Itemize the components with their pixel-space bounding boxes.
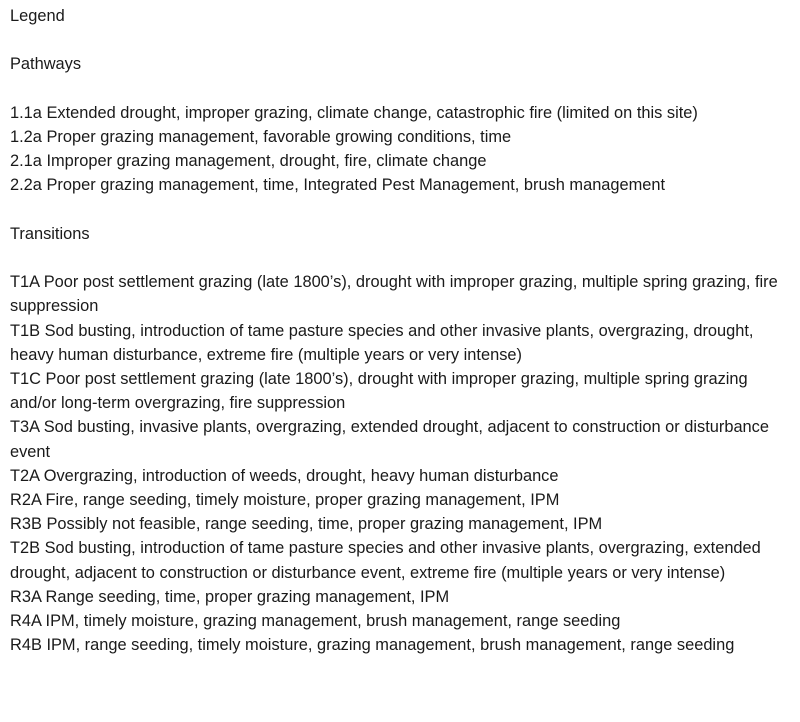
transition-item-t2a: T2A Overgrazing, introduction of weeds, drought, heavy human disturbance [10, 466, 559, 485]
transition-item-t1c: T1C Poor post settlement grazing (late 1800’s), drought with improper grazing, multiple spring grazing and/or long-term overgrazing, fire suppression [10, 369, 748, 413]
pathway-item-2-2a: 2.2a Proper grazing management, time, Integrated Pest Management, brush management [10, 176, 666, 195]
spacer [10, 246, 790, 270]
spacer [10, 77, 790, 101]
legend-document [10, 4, 790, 657]
transition-item-t2b: T2B Sod busting, introduction of tame pasture species and other invasive plants, overgrazing, extended drought, adjacent to construction or disturbance event, extreme fire (multiple years or very intense) [10, 539, 761, 582]
pathway-item-1-2a: 1.2a Proper grazing management, favorable growing conditions, time [10, 127, 512, 146]
restoration-item-r4b: R4B IPM, range seeding, timely moisture, grazing management, brush management, range seeding [10, 636, 735, 655]
restoration-item-r3b: R3B Possibly not feasible, range seeding, time, proper grazing management, IPM [10, 515, 603, 534]
spacer [10, 198, 790, 222]
pathways-heading: Pathways [10, 55, 82, 74]
transitions-heading: Transitions [10, 224, 90, 243]
transition-item-t3a: T3A Sod busting, invasive plants, overgrazing, extended drought, adjacent to construction or disturbance event [10, 418, 769, 461]
transitions-list [10, 270, 790, 657]
pathway-item-1-1a: 1.1a Extended drought, improper grazing, climate change, catastrophic fire (limited on this site) [10, 103, 698, 122]
legend-title: Legend [10, 7, 65, 25]
restoration-item-r2a: R2A Fire, range seeding, timely moisture, proper grazing management, IPM [10, 491, 560, 509]
spacer [10, 28, 790, 52]
transition-item-t1a: T1A Poor post settlement grazing (late 1800’s), drought with improper grazing, multiple spring grazing, fire suppression [10, 273, 778, 316]
restoration-item-r4a: R4A IPM, timely moisture, grazing management, brush management, range seeding [10, 612, 621, 631]
pathway-item-2-1a: 2.1a Improper grazing management, drought, fire, climate change [10, 152, 487, 171]
restoration-item-r3a: R3A Range seeding, time, proper grazing management, IPM [10, 587, 450, 606]
pathways-list [10, 101, 790, 198]
transition-item-t1b: T1B Sod busting, introduction of tame pasture species and other invasive plants, overgrazing, drought, heavy human disturbance, extreme fire (multiple years or very intense) [10, 321, 754, 364]
